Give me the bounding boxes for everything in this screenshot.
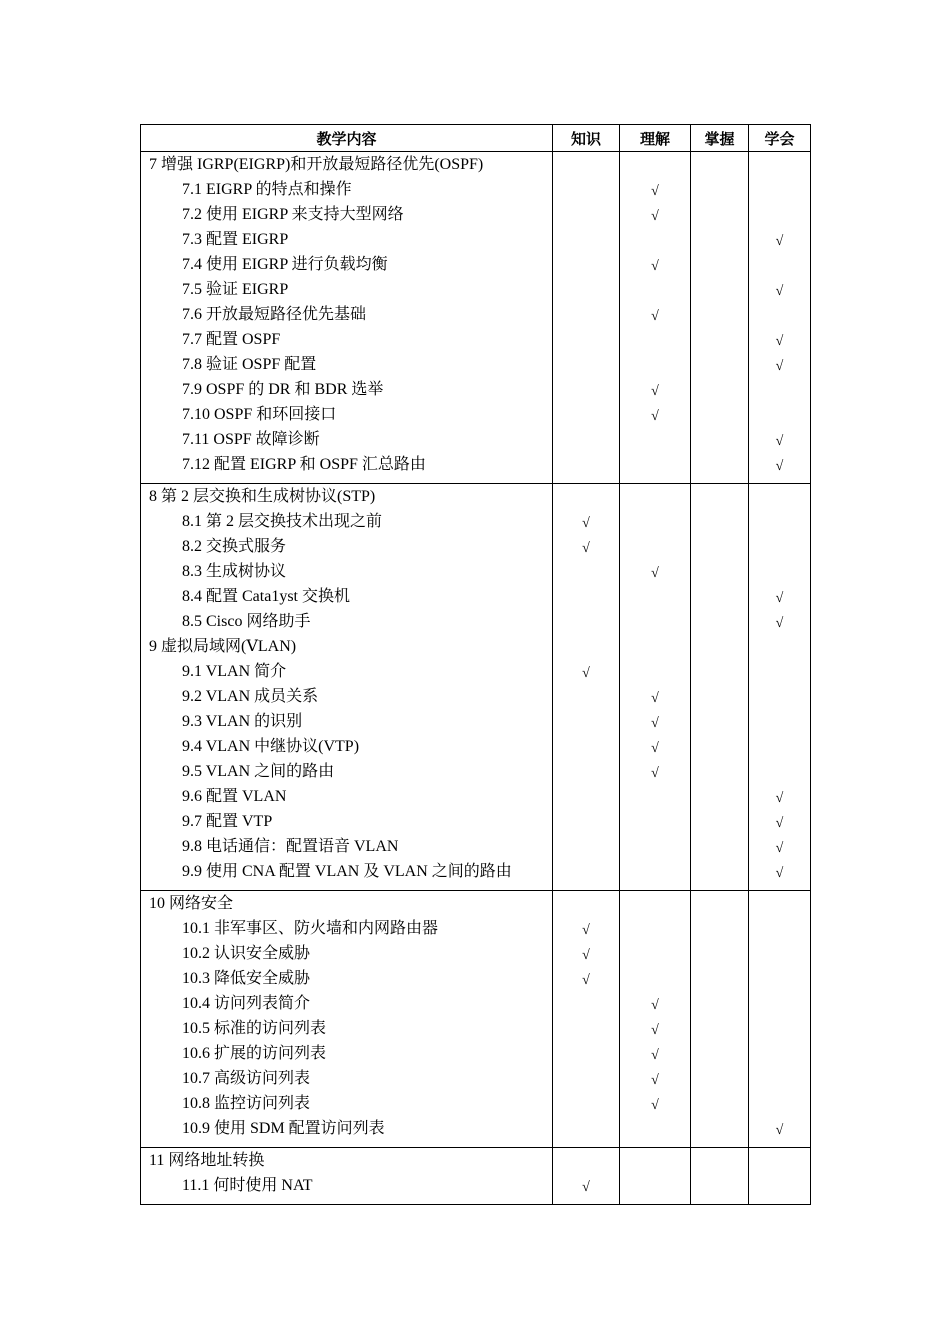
subsection-item: 8.1 第 2 层交换技术出现之前: [182, 513, 383, 530]
content-block: [141, 484, 811, 891]
check-mark-icon: √: [775, 791, 784, 806]
subsection-item: 10.7 高级访问列表: [182, 1070, 311, 1087]
subsection-item: 9.5 VLAN 之间的路由: [182, 763, 335, 780]
subsection-item: 9.7 配置 VTP: [182, 813, 273, 830]
check-mark-icon: √: [651, 691, 659, 706]
subsection-item: 9.1 VLAN 简介: [182, 663, 287, 680]
check-mark-icon: √: [775, 284, 784, 299]
subsection-item: 8.5 Cisco 网络助手: [182, 613, 311, 630]
header-mastery: 掌握: [691, 125, 749, 152]
header-row: [141, 125, 811, 152]
learned-cell: [749, 1148, 811, 1205]
subsection-item: 10.5 标准的访问列表: [182, 1020, 327, 1037]
check-mark-icon: √: [651, 741, 659, 756]
section-title: 7 增强 IGRP(EIGRP)和开放最短路径优先(OSPF): [149, 156, 484, 173]
header-knowledge: 知识: [553, 125, 620, 152]
check-mark-icon: √: [651, 309, 659, 324]
check-mark-icon: √: [651, 766, 659, 781]
subsection-item: 8.3 生成树协议: [182, 563, 287, 580]
content-cell: [141, 1148, 553, 1205]
check-mark-icon: √: [775, 1123, 784, 1138]
check-mark-icon: √: [651, 184, 659, 199]
subsection-item: 10.6 扩展的访问列表: [182, 1045, 327, 1062]
subsection-item: 7.11 OSPF 故障诊断: [182, 431, 320, 448]
check-mark-icon: √: [582, 1180, 590, 1195]
understanding-cell: [620, 152, 691, 484]
subsection-item: 9.4 VLAN 中继协议(VTP): [182, 738, 360, 755]
check-mark-icon: √: [651, 1073, 659, 1088]
check-mark-icon: √: [582, 541, 590, 556]
knowledge-cell: [553, 1148, 620, 1205]
learned-cell: [749, 891, 811, 1148]
subsection-item: 7.3 配置 EIGRP: [182, 231, 289, 248]
content-block: [141, 1148, 811, 1205]
subsection-item: 8.4 配置 Cata1yst 交换机: [182, 588, 350, 605]
mastery-cell: [691, 891, 749, 1148]
section-title: 9 虚拟局域网(ⅤLAN): [149, 638, 297, 655]
check-mark-icon: √: [651, 209, 659, 224]
check-mark-icon: √: [775, 434, 784, 449]
check-mark-icon: √: [651, 998, 659, 1013]
content-cell: [141, 484, 553, 891]
mastery-cell: [691, 152, 749, 484]
mastery-cell: [691, 1148, 749, 1205]
check-mark-icon: √: [651, 566, 659, 581]
content-block: [141, 152, 811, 484]
course-content-table: [140, 124, 811, 1205]
check-mark-icon: √: [651, 1098, 659, 1113]
knowledge-cell: [553, 152, 620, 484]
check-mark-icon: √: [651, 716, 659, 731]
section-title: 11 网络地址转换: [149, 1152, 265, 1169]
check-mark-icon: √: [582, 666, 590, 681]
section-title: 10 网络安全: [149, 895, 234, 912]
header-understanding: 理解: [620, 125, 691, 152]
check-mark-icon: √: [775, 866, 784, 881]
subsection-item: 10.9 使用 SDM 配置访问列表: [182, 1120, 385, 1137]
section-title: 8 第 2 层交换和生成树协议(STP): [149, 488, 376, 505]
header-learned: 学会: [749, 125, 811, 152]
subsection-item: 10.2 认识安全威胁: [182, 945, 311, 962]
subsection-item: 7.6 开放最短路径优先基础: [182, 306, 367, 323]
learned-cell: [749, 484, 811, 891]
check-mark-icon: √: [651, 259, 659, 274]
check-mark-icon: √: [775, 334, 784, 349]
learned-cell: [749, 152, 811, 484]
subsection-item: 7.8 验证 OSPF 配置: [182, 356, 317, 373]
subsection-item: 7.9 OSPF 的 DR 和 BDR 选举: [182, 381, 384, 398]
subsection-item: 9.9 使用 CNA 配置 VLAN 及 VLAN 之间的路由: [182, 863, 512, 880]
check-mark-icon: √: [582, 948, 590, 963]
check-mark-icon: √: [775, 359, 784, 374]
knowledge-cell: [553, 484, 620, 891]
subsection-item: 8.2 交换式服务: [182, 538, 287, 555]
subsection-item: 7.4 使用 EIGRP 进行负载均衡: [182, 256, 388, 273]
check-mark-icon: √: [775, 816, 784, 831]
subsection-item: 9.8 电话通信：配置语音 VLAN: [182, 838, 399, 855]
subsection-item: 7.2 使用 EIGRP 来支持大型网络: [182, 206, 404, 223]
understanding-cell: [620, 484, 691, 891]
subsection-item: 7.7 配置 OSPF: [182, 331, 281, 348]
check-mark-icon: √: [651, 409, 659, 424]
check-mark-icon: √: [775, 616, 784, 631]
check-mark-icon: √: [651, 1048, 659, 1063]
content-cell: [141, 891, 553, 1148]
check-mark-icon: √: [651, 384, 659, 399]
check-mark-icon: √: [582, 923, 590, 938]
check-mark-icon: √: [651, 1023, 659, 1038]
subsection-item: 9.6 配置 VLAN: [182, 788, 287, 805]
content-block: [141, 891, 811, 1148]
knowledge-cell: [553, 891, 620, 1148]
subsection-item: 7.1 EIGRP 的特点和操作: [182, 181, 352, 198]
check-mark-icon: √: [775, 591, 784, 606]
check-mark-icon: √: [582, 973, 590, 988]
check-mark-icon: √: [775, 459, 784, 474]
subsection-item: 11.1 何时使用 NAT: [182, 1177, 313, 1194]
check-mark-icon: √: [775, 234, 784, 249]
check-mark-icon: √: [775, 841, 784, 856]
mastery-cell: [691, 484, 749, 891]
subsection-item: 10.1 非军事区、防火墙和内网路由器: [182, 920, 439, 937]
understanding-cell: [620, 1148, 691, 1205]
understanding-cell: [620, 891, 691, 1148]
header-content: 教学内容: [141, 125, 553, 152]
subsection-item: 10.8 监控访问列表: [182, 1095, 311, 1112]
subsection-item: 9.2 VLAN 成员关系: [182, 688, 319, 705]
check-mark-icon: √: [582, 516, 590, 531]
subsection-item: 7.10 OSPF 和环回接口: [182, 406, 337, 423]
subsection-item: 10.3 降低安全威胁: [182, 970, 311, 987]
subsection-item: 9.3 VLAN 的识别: [182, 713, 303, 730]
content-cell: [141, 152, 553, 484]
subsection-item: 10.4 访问列表简介: [182, 995, 311, 1012]
subsection-item: 7.12 配置 EIGRP 和 OSPF 汇总路由: [182, 456, 426, 473]
subsection-item: 7.5 验证 EIGRP: [182, 281, 289, 298]
